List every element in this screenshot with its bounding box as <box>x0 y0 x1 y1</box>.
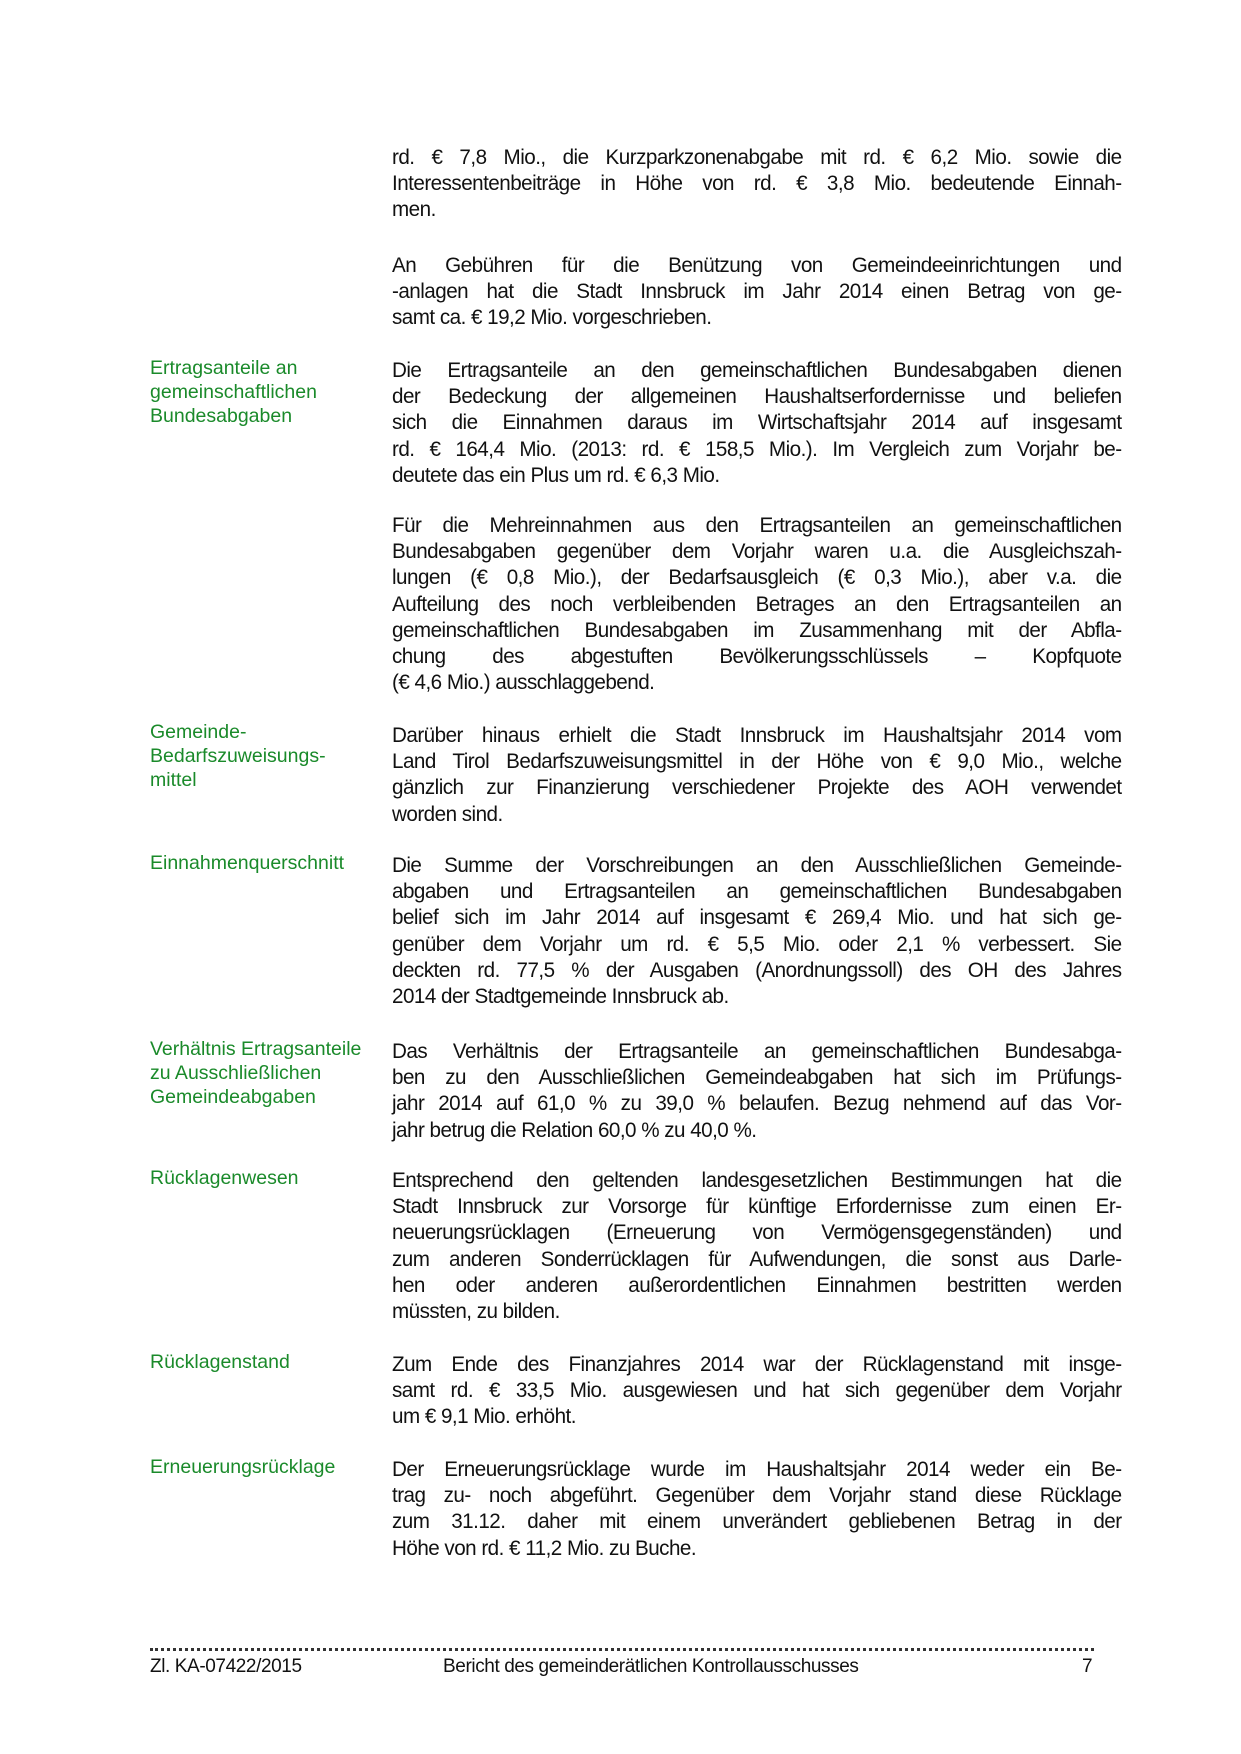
text-line: deckten rd. 77,5 % der Ausgaben (Anordnungssoll) des OH des Jahres <box>392 957 1122 982</box>
label-line: Ertragsanteile an <box>150 357 298 379</box>
margin-label-ertragsanteile <box>150 356 390 428</box>
text-line: zum 31.12. daher mit einem unverändert gebliebenen Betrag in der <box>392 1509 1122 1534</box>
page-number: 7 <box>1082 1656 1093 1677</box>
text-line: gänzlich zur Finanzierung verschiedener Projekte des AOH verwendet <box>392 775 1122 800</box>
text-line: Stadt Innsbruck zur Vorsorge für künftige Erfordernisse zum einen Er- <box>392 1194 1122 1219</box>
label-line: zu Ausschließlichen <box>150 1062 322 1084</box>
text-line: hen oder anderen außerordentlichen Einnahmen bestritten werden <box>392 1272 1122 1297</box>
text-line: Der Erneuerungsrücklage wurde im Haushaltsjahr 2014 weder ein Be- <box>392 1457 1122 1481</box>
paragraph-verhaeltnis <box>392 1038 1122 1143</box>
text-line: zum anderen Sonderrücklagen für Aufwendungen, die sonst aus Darle- <box>392 1246 1122 1271</box>
text-line: samt ca. € 19,2 Mio. vorgeschrieben. <box>392 305 712 330</box>
margin-label-einnahmenquerschnitt <box>150 851 390 875</box>
label-line: mittel <box>150 769 197 791</box>
intro-paragraph-2 <box>392 252 1122 331</box>
text-line: trag zu- noch abgeführt. Gegenüber dem Vorjahr stand diese Rücklage <box>392 1483 1122 1508</box>
text-line: Entsprechend den geltenden landesgesetzlichen Bestimmungen hat die <box>392 1168 1122 1192</box>
text-line: Land Tirol Bedarfszuweisungsmittel in der Höhe von € 9,0 Mio., welche <box>392 749 1122 774</box>
text-line: (€ 4,6 Mio.) ausschlaggebend. <box>392 670 655 695</box>
text-line: rd. € 164,4 Mio. (2013: rd. € 158,5 Mio.). Im Vergleich zum Vorjahr be- <box>392 436 1122 461</box>
label-line: Verhältnis Ertragsanteile <box>150 1038 362 1060</box>
text-line: Das Verhältnis der Ertragsanteile an gemeinschaftlichen Bundesabga- <box>392 1039 1122 1063</box>
label-line: Rücklagenwesen <box>150 1167 299 1189</box>
paragraph-erneuerungsruecklage <box>392 1456 1122 1561</box>
text-line: der Bedeckung der allgemeinen Haushaltserfordernisse und beliefen <box>392 384 1122 409</box>
paragraph-einnahmenquerschnitt <box>392 852 1122 1009</box>
text-line: belief sich im Jahr 2014 auf insgesamt € 269,4 Mio. und hat sich ge- <box>392 905 1122 930</box>
text-line: deutete das ein Plus um rd. € 6,3 Mio. <box>392 462 720 487</box>
paragraph-bedarfszuweisungsmittel <box>392 722 1122 827</box>
text-line: um € 9,1 Mio. erhöht. <box>392 1404 576 1429</box>
text-line: rd. € 7,8 Mio., die Kurzparkzonenabgabe mit rd. € 6,2 Mio. sowie die <box>392 145 1122 169</box>
label-line: Rücklagenstand <box>150 1351 290 1373</box>
text-line: abgaben und Ertragsanteilen an gemeinschaftlichen Bundesabgaben <box>392 879 1122 904</box>
paragraph-ertragsanteile-2 <box>392 512 1122 695</box>
text-line: Interessentenbeiträge in Höhe von rd. € 3,8 Mio. bedeutende Einnah- <box>392 171 1122 196</box>
text-line: Darüber hinaus erhielt die Stadt Innsbruck im Haushaltsjahr 2014 vom <box>392 723 1122 747</box>
label-line: Bedarfszuweisungs- <box>150 745 326 767</box>
label-line: Bundesabgaben <box>150 405 293 427</box>
text-line: genüber dem Vorjahr um rd. € 5,5 Mio. oder 2,1 % verbessert. Sie <box>392 931 1122 956</box>
margin-label-verhaeltnis <box>150 1037 390 1109</box>
text-line: Höhe von rd. € 11,2 Mio. zu Buche. <box>392 1535 697 1560</box>
paragraph-ruecklagenwesen <box>392 1167 1122 1324</box>
label-line: Erneuerungsrücklage <box>150 1456 336 1478</box>
text-line: ben zu den Ausschließlichen Gemeindeabgaben hat sich im Prüfungs- <box>392 1065 1122 1090</box>
text-line: gemeinschaftlichen Bundesabgaben im Zusammenhang mit der Abfla- <box>392 617 1122 642</box>
footer-divider <box>150 1644 1094 1651</box>
text-line: -anlagen hat die Stadt Innsbruck im Jahr 2014 einen Betrag von ge- <box>392 279 1122 304</box>
text-line: sich die Einnahmen daraus im Wirtschaftsjahr 2014 auf insgesamt <box>392 410 1122 435</box>
margin-label-erneuerungsruecklage <box>150 1455 390 1479</box>
intro-paragraph-1 <box>392 144 1122 223</box>
text-line: Aufteilung des noch verbleibenden Betrages an den Ertragsanteilen an <box>392 591 1122 616</box>
text-line: Die Ertragsanteile an den gemeinschaftlichen Bundesabgaben dienen <box>392 358 1122 382</box>
label-line: Einnahmenquerschnitt <box>150 852 345 874</box>
paragraph-ruecklagenstand <box>392 1351 1122 1430</box>
text-line: jahr 2014 auf 61,0 % zu 39,0 % belaufen. Bezug nehmend auf das Vor- <box>392 1091 1122 1116</box>
footer-title: Bericht des gemeinderätlichen Kontrollausschusses <box>443 1656 859 1677</box>
text-line: men. <box>392 197 436 222</box>
text-line: Für die Mehreinnahmen aus den Ertragsanteilen an gemeinschaftlichen <box>392 513 1122 537</box>
margin-label-ruecklagenwesen <box>150 1166 390 1190</box>
text-line: Zum Ende des Finanzjahres 2014 war der Rücklagenstand mit insge- <box>392 1352 1122 1376</box>
text-line: neuerungsrücklagen (Erneuerung von Vermögensgegenständen) und <box>392 1220 1122 1245</box>
text-line: müssten, zu bilden. <box>392 1299 560 1324</box>
margin-label-bedarfszuweisungsmittel <box>150 720 390 792</box>
label-line: gemeinschaftlichen <box>150 381 317 403</box>
text-line: worden sind. <box>392 801 503 826</box>
text-line: jahr betrug die Relation 60,0 % zu 40,0 %. <box>392 1117 757 1142</box>
text-line: Bundesabgaben gegenüber dem Vorjahr waren u.a. die Ausgleichszah- <box>392 539 1122 564</box>
footer-reference: Zl. KA-07422/2015 <box>150 1656 302 1677</box>
paragraph-ertragsanteile-1 <box>392 357 1122 488</box>
text-line: lungen (€ 0,8 Mio.), der Bedarfsausgleich (€ 0,3 Mio.), aber v.a. die <box>392 565 1122 590</box>
margin-label-ruecklagenstand <box>150 1350 390 1374</box>
text-line: An Gebühren für die Benützung von Gemeindeeinrichtungen und <box>392 253 1122 277</box>
label-line: Gemeinde- <box>150 721 247 743</box>
text-line: samt rd. € 33,5 Mio. ausgewiesen und hat sich gegenüber dem Vorjahr <box>392 1378 1122 1403</box>
label-line: Gemeindeabgaben <box>150 1086 316 1108</box>
text-line: chung des abgestuften Bevölkerungsschlüssels – Kopfquote <box>392 644 1122 669</box>
text-line: Die Summe der Vorschreibungen an den Ausschließlichen Gemeinde- <box>392 853 1122 877</box>
text-line: 2014 der Stadtgemeinde Innsbruck ab. <box>392 984 729 1009</box>
